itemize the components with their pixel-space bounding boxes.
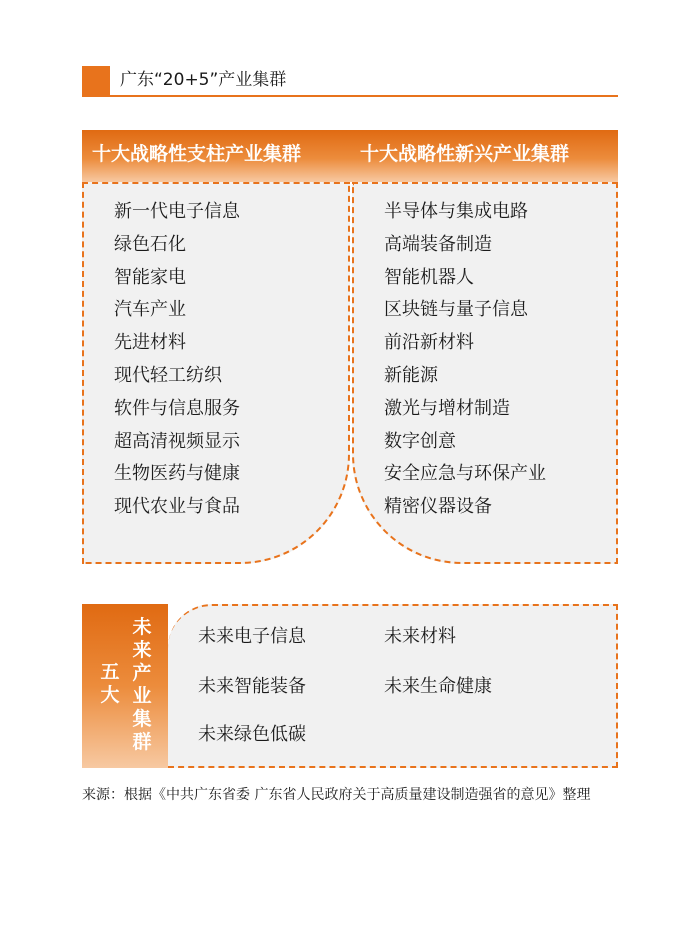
future-label-col2: 五大: [100, 661, 120, 706]
future-panel: [168, 604, 618, 768]
list-item: 高端装备制造: [384, 233, 492, 255]
future-item: 未来电子信息: [198, 626, 306, 647]
list-item: 新能源: [384, 364, 438, 386]
list-item: 智能家电: [114, 266, 186, 288]
list-item: 半导体与集成电路: [384, 201, 528, 222]
title-underline: [82, 95, 618, 97]
list-item: 现代农业与食品: [114, 496, 240, 518]
list-item: 现代轻工纺织: [114, 364, 222, 386]
page-title: 广东“20+5”产业集群: [120, 70, 287, 90]
title-bar: [82, 66, 618, 96]
title-marker: [82, 66, 110, 96]
future-item: 未来智能装备: [198, 676, 306, 697]
list-item: 数字创意: [384, 430, 456, 452]
list-item: 区块链与量子信息: [384, 299, 528, 321]
list-item: 软件与信息服务: [114, 397, 240, 419]
list-item: 激光与增材制造: [384, 397, 510, 419]
future-item: 未来生命健康: [384, 676, 492, 697]
pillar-right-list: [384, 196, 546, 524]
list-item: 汽车产业: [114, 299, 186, 321]
list-item: 精密仪器设备: [384, 496, 492, 518]
pillar-left-panel: [82, 182, 350, 564]
list-item: 智能机器人: [384, 266, 474, 288]
future-label: [82, 604, 168, 768]
list-item: 超高清视频显示: [114, 430, 240, 452]
list-item: 生物医药与健康: [114, 463, 240, 485]
source-note: 来源：根据《中共广东省委 广东省人民政府关于高质量建设制造强省的意见》整理: [82, 787, 591, 803]
list-item: 新一代电子信息: [114, 201, 240, 222]
future-item: 未来绿色低碳: [198, 724, 306, 745]
pillar-header-left: 十大战略性支柱产业集群: [92, 143, 302, 165]
list-item: 安全应急与环保产业: [384, 463, 546, 485]
future-label-col1: 未来产业集群: [132, 616, 152, 753]
pillar-header: [82, 130, 618, 182]
pillar-right-panel: [352, 182, 618, 564]
pillar-left-list: [114, 196, 240, 524]
pillar-header-right: 十大战略性新兴产业集群: [360, 143, 570, 165]
list-item: 先进材料: [114, 332, 186, 354]
list-item: 绿色石化: [114, 233, 186, 255]
list-item: 前沿新材料: [384, 332, 474, 354]
future-item: 未来材料: [384, 626, 456, 647]
